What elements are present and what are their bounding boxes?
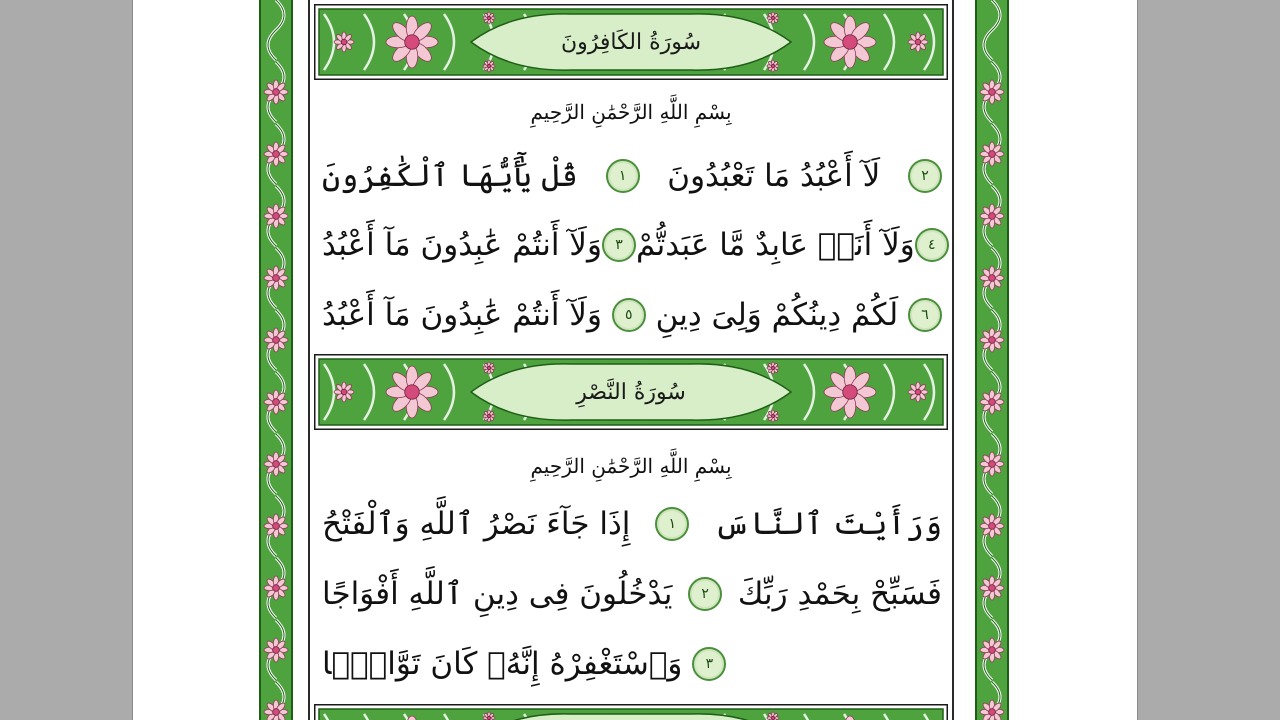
verse-line xyxy=(322,566,942,622)
ayah-number-marker: ٣ xyxy=(602,228,636,262)
border-flower-icon xyxy=(980,328,1004,352)
border-flower-icon xyxy=(264,142,288,166)
ayah-number-marker: ٣ xyxy=(692,647,726,681)
border-flower-icon xyxy=(980,514,1004,538)
border-flower-icon xyxy=(980,142,1004,166)
verse-line xyxy=(322,217,942,273)
verse-text: وَلَآ أَنتُمْ عَٰبِدُونَ مَآ أَعْبُدُ xyxy=(322,297,602,333)
basmala: بِسْمِ اللَّهِ الرَّحْمَٰنِ الرَّحِيمِ xyxy=(530,454,732,478)
basmala: بِسْمِ اللَّهِ الرَّحْمَٰنِ الرَّحِيمِ xyxy=(530,100,732,124)
verse-text: يَدْخُلُونَ فِى دِينِ ٱللَّهِ أَفْوَاجًا xyxy=(322,576,673,612)
border-flower-icon xyxy=(264,266,288,290)
border-flower-icon xyxy=(264,328,288,352)
text-column xyxy=(308,0,954,720)
verse-line xyxy=(322,636,942,692)
border-flower-icon xyxy=(980,266,1004,290)
surah-title: سُورَةُ الكَافِرُونَ xyxy=(560,29,702,55)
mushaf-page xyxy=(132,0,1138,720)
border-flower-icon xyxy=(980,638,1004,662)
verse-line xyxy=(322,496,942,552)
verse-line xyxy=(322,287,942,343)
left-gray-margin xyxy=(0,0,132,720)
ayah-number-marker: ٢ xyxy=(908,159,942,193)
ayah-number-marker: ٤ xyxy=(915,228,949,262)
border-flower-icon xyxy=(264,204,288,228)
border-flower-icon xyxy=(264,638,288,662)
ayah-number-marker: ٦ xyxy=(908,298,942,332)
verse-text: قُلْ يَٰٓأَيُّهَا ٱلْكَٰفِرُونَ xyxy=(322,158,578,194)
left-ornamental-border xyxy=(252,0,300,720)
verse-text: فَسَبِّحْ بِحَمْدِ رَبِّكَ xyxy=(737,576,942,612)
verse-text: لَآ أَعْبُدُ مَا تَعْبُدُونَ xyxy=(667,158,881,194)
border-flower-icon xyxy=(264,80,288,104)
surah-header-kafirun xyxy=(314,4,948,80)
surah-header-nasr xyxy=(314,354,948,430)
border-flower-icon xyxy=(980,80,1004,104)
verse-text: وَلَآ أَنَا۠ عَابِدٌ مَّا عَبَدتُّمْ xyxy=(635,227,915,263)
border-flower-icon xyxy=(264,390,288,414)
right-gray-margin xyxy=(1138,0,1280,720)
border-flower-icon xyxy=(980,576,1004,600)
verse-line xyxy=(322,148,942,204)
surah-title: سُورَةُ النَّصْرِ xyxy=(576,379,686,405)
verse-text: إِذَا جَآءَ نَصْرُ ٱللَّهِ وَٱلْفَتْحُ xyxy=(322,506,631,542)
verse-text: وَرَأَيْتَ ٱلنَّاسَ xyxy=(714,506,942,542)
verse-text: لَكُمْ دِينُكُمْ وَلِىَ دِينِ xyxy=(655,297,899,333)
border-flower-icon xyxy=(980,204,1004,228)
border-flower-icon xyxy=(980,452,1004,476)
border-flower-icon xyxy=(264,576,288,600)
border-flower-icon xyxy=(264,452,288,476)
verse-text: وَلَآ أَنتُمْ عَٰبِدُونَ مَآ أَعْبُدُ xyxy=(322,227,602,263)
ayah-number-marker: ١ xyxy=(606,159,640,193)
ayah-number-marker: ١ xyxy=(655,507,689,541)
border-flower-icon xyxy=(264,700,288,720)
border-flower-icon xyxy=(980,700,1004,720)
border-flower-icon xyxy=(980,390,1004,414)
header-ornament xyxy=(314,704,948,720)
ayah-number-marker: ٥ xyxy=(612,298,646,332)
verse-text: وَٱسْتَغْفِرْهُ إِنَّهُۥ كَانَ تَوَّابًۢا xyxy=(322,646,683,682)
right-ornamental-border xyxy=(968,0,1016,720)
border-flower-icon xyxy=(264,514,288,538)
surah-header-next xyxy=(314,704,948,720)
ayah-number-marker: ٢ xyxy=(688,577,722,611)
